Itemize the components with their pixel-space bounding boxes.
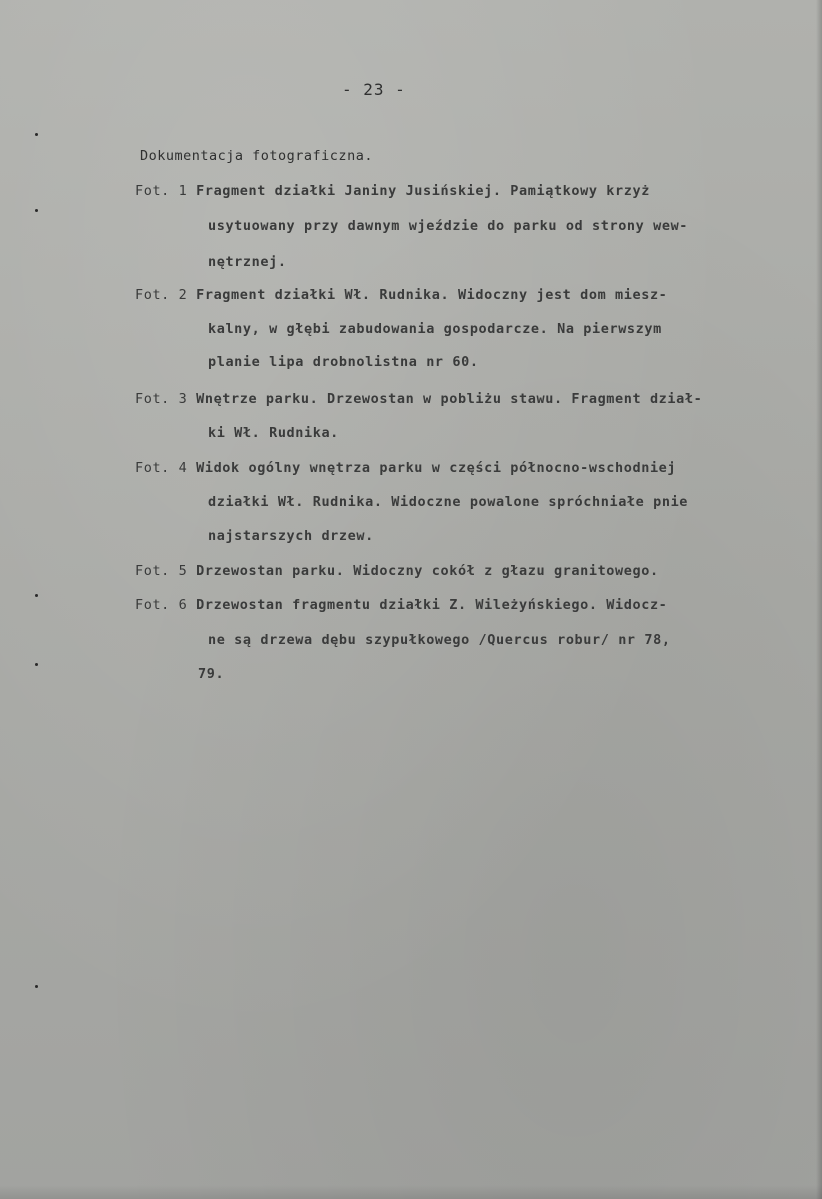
photo-label: Fot. 2 — [135, 287, 188, 303]
punch-hole-mark — [35, 663, 38, 666]
photo-label: Fot. 5 — [135, 563, 188, 579]
punch-hole-mark — [35, 985, 38, 988]
photo-label: Fot. 4 — [135, 460, 188, 476]
section-title: Dokumentacja fotograficzna. — [140, 148, 373, 164]
page-bottom-shadow — [0, 1185, 822, 1199]
photo-caption-line: najstarszych drzew. — [208, 528, 374, 544]
photo-entry-line — [135, 597, 667, 613]
photo-caption-line: Fragment działki Janiny Jusińskiej. Pamiątkowy krzyż — [196, 183, 650, 199]
photo-entry-line — [135, 391, 702, 407]
photo-entry-line — [135, 460, 676, 476]
photo-caption-line: Drzewostan parku. Widoczny cokół z głazu granitowego. — [196, 563, 659, 579]
photo-caption-line: Drzewostan fragmentu działki Z. Wileżyńskiego. Widocz- — [196, 597, 668, 613]
photo-caption-line: działki Wł. Rudnika. Widoczne powalone spróchniałe pnie — [208, 494, 689, 510]
punch-hole-mark — [35, 133, 38, 136]
photo-caption-line: Fragment działki Wł. Rudnika. Widoczny jest dom miesz- — [196, 287, 668, 303]
punch-hole-mark — [35, 594, 38, 597]
photo-caption-line: planie lipa drobnolistna nr 60. — [208, 354, 479, 370]
photo-label: Fot. 6 — [135, 597, 188, 613]
photo-caption-line: ne są drzewa dębu szypułkowego /Quercus robur/ nr 78, — [208, 632, 671, 648]
photo-caption-line: ki Wł. Rudnika. — [208, 425, 339, 441]
photo-label: Fot. 3 — [135, 391, 188, 407]
page-number: - 23 - — [342, 80, 406, 99]
photo-entry-line — [135, 563, 659, 579]
photo-caption-line: Wnętrze parku. Drzewostan w pobliżu stawu. Fragment dział- — [196, 391, 703, 407]
photo-entry-line — [135, 287, 667, 303]
photo-caption-line: Widok ogólny wnętrza parku w części północno-wschodniej — [196, 460, 677, 476]
photo-caption-line: 79. — [198, 666, 225, 682]
page-edge-shadow — [816, 0, 822, 1199]
photo-caption-line: usytuowany przy dawnym wjeździe do parku od strony wew- — [208, 218, 689, 234]
photo-entry-line — [135, 183, 650, 199]
photo-caption-line: kalny, w głębi zabudowania gospodarcze. Na pierwszym — [208, 321, 662, 337]
photo-caption-line: nętrznej. — [208, 254, 287, 270]
punch-hole-mark — [35, 209, 38, 212]
photo-label: Fot. 1 — [135, 183, 188, 199]
